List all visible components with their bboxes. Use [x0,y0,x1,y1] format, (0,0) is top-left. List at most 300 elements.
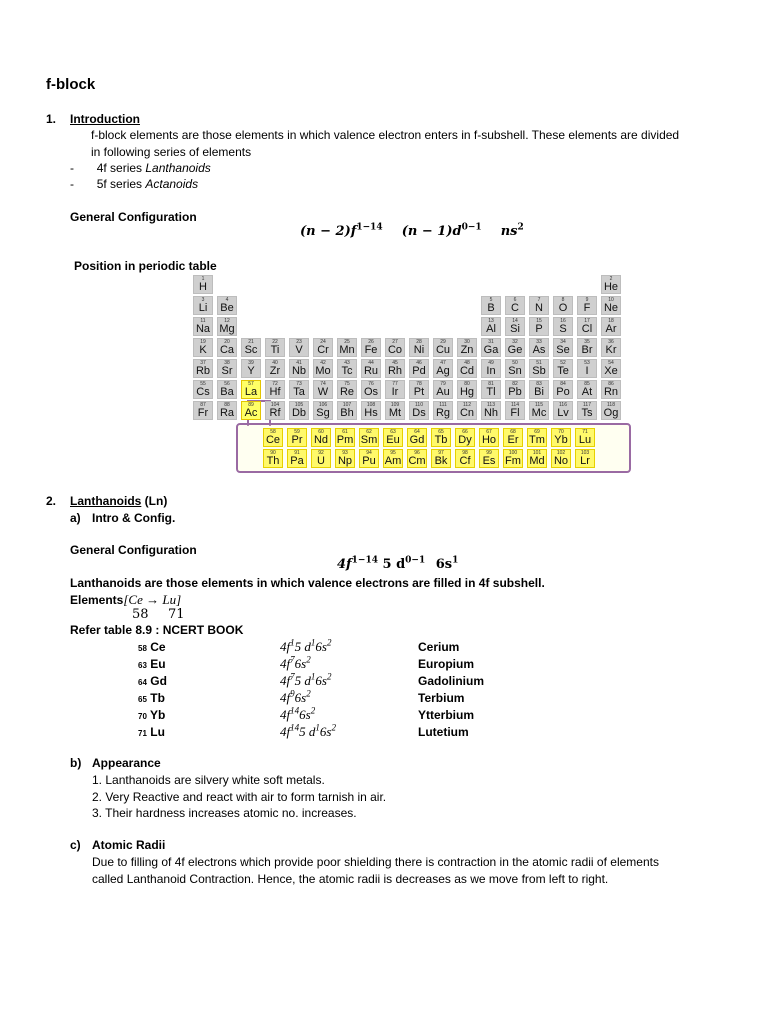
config-row-configuration: $4f^{14}5$ $d^16s^2$ [280,722,336,739]
element-th [263,449,283,468]
atomic-number: 112 [463,402,471,408]
atomic-number: 46 [416,360,422,366]
atomic-number: 87 [200,402,206,408]
element-symbol: Ne [603,302,619,314]
element-symbol: Po [556,386,570,398]
dash: - [70,161,74,175]
element-symbol: P [535,323,543,335]
element-be [217,296,237,315]
atomic-number: 16 [560,318,566,324]
atomic-number: 41 [296,360,302,366]
element-ac [241,401,261,420]
element-symbol: Gd [146,674,167,688]
element-symbol: Ca [219,344,235,356]
element-symbol: Pd [412,365,426,377]
atomic-number: 19 [200,339,206,345]
element-symbol: Br [581,344,593,356]
ln-general-configuration-label: General Configuration [70,543,197,557]
element-ar [601,317,621,336]
element-co [385,338,405,357]
element-symbol: Al [486,323,496,335]
element-symbol: Co [387,344,403,356]
config-row-configuration: $4f^15$ $d^16s^2$ [280,637,332,654]
config-row-element [138,657,166,671]
atomic-number: 117 [583,402,591,408]
series-text: 5f series [96,177,146,191]
subsection-b-label: b) [70,756,82,770]
element-fl [505,401,525,420]
element-symbol: Mo [315,365,331,377]
atomic-number: 40 [272,360,278,366]
element-xe [601,359,621,378]
atomic-number: 77 [392,381,398,387]
element-symbol: Rg [435,407,451,419]
atomic-number: 45 [392,360,398,366]
element-tc [337,359,357,378]
element-symbol: Cn [459,407,475,419]
element-lu [575,428,595,447]
atomic-number: 38 [224,360,230,366]
atomic-number: 25 [344,339,350,345]
atomic-number: 35 [584,339,590,345]
element-symbol: Pt [413,386,425,398]
refer-table-note: Refer table 8.9 : NCERT BOOK [70,623,244,637]
atomic-number: 71 [582,429,588,435]
element-sr [217,359,237,378]
element-symbol: Tm [529,434,545,446]
element-hs [361,401,381,420]
atomic-number: 51 [536,360,542,366]
element-symbol: Zr [269,365,281,377]
atomic-number: 32 [512,339,518,345]
element-symbol: Sn [508,365,522,377]
element-symbol: Pb [508,386,522,398]
atomic-number: 75 [344,381,350,387]
element-se [553,338,573,357]
atomic-number: 42 [320,360,326,366]
atomic-number: 55 [200,381,206,387]
atomic-number: 12 [224,318,230,324]
atomic-number: 27 [392,339,398,345]
element-ts [577,401,597,420]
atomic-number: 72 [272,381,278,387]
element-symbol: Ag [436,365,450,377]
element-symbol: Ar [605,323,617,335]
atomic-number: 110 [415,402,423,408]
element-cr [313,338,333,357]
atomic-number: 111 [439,402,447,408]
range-end-number: 71 [168,607,185,622]
element-nd [311,428,331,447]
element-lr [575,449,595,468]
element-symbol: Xe [604,365,618,377]
element-ru [361,359,381,378]
element-ta [289,380,309,399]
element-re [337,380,357,399]
element-symbol: Lu [146,725,165,739]
element-symbol: Er [507,434,519,446]
element-symbol: Rh [387,365,403,377]
element-s [553,317,573,336]
atomic-number: 58 [138,644,147,653]
atomic-number: 13 [488,318,494,324]
element-pr [287,428,307,447]
atomic-number: 68 [510,429,516,435]
atomic-number: 73 [296,381,302,387]
atomic-number: 36 [608,339,614,345]
subsection-c-label: c) [70,838,81,852]
element-symbol: Th [266,455,280,467]
element-ir [385,380,405,399]
element-symbol: Ni [413,344,425,356]
atomic-number: 22 [272,339,278,345]
appearance-point-3: 3. Their hardness increases atomic no. increases. [92,806,357,820]
element-db [289,401,309,420]
element-symbol: In [486,365,496,377]
atomic-number: 78 [416,381,422,387]
element-symbol: Bk [434,455,448,467]
element-symbol: Sr [221,365,233,377]
atomic-number: 24 [320,339,326,345]
atomic-number: 118 [607,402,615,408]
atomic-number: 3 [201,297,205,303]
element-ds [409,401,429,420]
atomic-number: 30 [464,339,470,345]
atomic-number: 102 [556,450,566,456]
element-symbol: Db [291,407,307,419]
atomic-number: 63 [138,661,147,670]
element-zr [265,359,285,378]
atomic-number: 17 [584,318,590,324]
atomic-number: 71 [138,729,147,738]
config-row-element [138,708,165,722]
element-symbol: Cs [196,386,210,398]
element-f [577,296,597,315]
element-symbol: Yb [146,708,166,722]
element-symbol: Ga [483,344,499,356]
element-symbol: Ti [270,344,280,356]
element-cs [193,380,213,399]
atomic-number: 70 [558,429,564,435]
atomic-number: 107 [342,402,352,408]
atomic-number: 70 [138,712,147,721]
element-symbol: Mg [219,323,235,335]
config-row-configuration: $4f^75$ $d^16s^2$ [280,671,332,688]
atomic-number: 63 [390,429,396,435]
atomic-number: 39 [248,360,254,366]
element-symbol: Eu [146,657,166,671]
element-md [527,449,547,468]
element-symbol: He [603,281,619,293]
element-y [241,359,261,378]
element-symbol: W [317,386,329,398]
element-symbol: Rb [195,365,211,377]
element-cf [455,449,475,468]
atomic-number: 83 [536,381,542,387]
element-o [553,296,573,315]
atomic-number: 93 [342,450,348,456]
element-ne [601,296,621,315]
atomic-number: 54 [608,360,614,366]
atomic-number: 69 [534,429,540,435]
element-symbol: Ta [293,386,305,398]
element-es [479,449,499,468]
element-bh [337,401,357,420]
atomic-number: 11 [200,318,206,324]
atomic-radii-line-2: called Lanthanoid Contraction. Hence, the atomic radii is decreases as we move from left to right. [92,872,609,886]
element-am [383,449,403,468]
atomic-number: 80 [464,381,470,387]
element-symbol: Pr [291,434,303,446]
atomic-number: 108 [366,402,376,408]
element-symbol: Nh [483,407,499,419]
atomic-number: 105 [294,402,304,408]
element-te [553,359,573,378]
atomic-number: 100 [508,450,518,456]
element-symbol: Gd [409,434,425,446]
element-li [193,296,213,315]
element-pm [335,428,355,447]
element-symbol: Cf [459,455,471,467]
element-symbol: Tb [146,691,165,705]
element-tm [527,428,547,447]
element-symbol: Mn [339,344,355,356]
atomic-number: 50 [512,360,518,366]
atomic-number: 9 [585,297,589,303]
element-hf [265,380,285,399]
atomic-number: 89 [248,402,254,408]
atomic-number: 4 [225,297,229,303]
atomic-number: 64 [414,429,420,435]
element-ag [433,359,453,378]
element-sm [359,428,379,447]
element-nh [481,401,501,420]
element-sg [313,401,333,420]
element-lv [553,401,573,420]
element-symbol: Ba [220,386,234,398]
config-row-element [138,691,165,705]
element-symbol: Mc [531,407,547,419]
element-cl [577,317,597,336]
element-n [529,296,549,315]
element-tb [431,428,451,447]
general-configuration-label: General Configuration [70,210,197,224]
element-symbol: Cd [459,365,475,377]
element-symbol: Ac [244,407,258,419]
atomic-number: 92 [318,450,324,456]
atomic-number: 116 [559,402,567,408]
atomic-number: 61 [342,429,348,435]
element-symbol: Cl [581,323,593,335]
element-symbol: Yb [554,434,568,446]
element-symbol: Tl [486,386,496,398]
element-symbol: As [532,344,546,356]
element-symbol: Ra [219,407,235,419]
element-symbol: Fl [510,407,520,419]
atomic-number: 7 [537,297,541,303]
element-ba [217,380,237,399]
element-nb [289,359,309,378]
subsection-b-title: Appearance [92,756,161,770]
atomic-number: 28 [416,339,422,345]
element-gd [407,428,427,447]
element-symbol: Eu [386,434,400,446]
atomic-number: 47 [440,360,446,366]
element-symbol: Kr [605,344,617,356]
atomic-number: 44 [368,360,374,366]
element-symbol: Ce [146,640,166,654]
element-symbol: Ts [581,407,593,419]
atomic-number: 5 [489,297,493,303]
element-symbol: N [535,302,543,314]
element-fm [503,449,523,468]
element-bk [431,449,451,468]
element-cd [457,359,477,378]
atomic-number: 53 [584,360,590,366]
element-symbol: Re [339,386,355,398]
atomic-number: 115 [535,402,543,408]
element-mt [385,401,405,420]
element-si [505,317,525,336]
dash: - [70,177,74,191]
atomic-number: 31 [488,339,494,345]
element-ra [217,401,237,420]
section-2-number: 2. [46,494,57,508]
element-symbol: Fe [364,344,378,356]
element-cm [407,449,427,468]
atomic-number: 60 [318,429,324,435]
series-item-5f [70,177,198,191]
element-symbol: O [558,302,568,314]
element-symbol: Pm [336,434,354,446]
element-symbol: S [559,323,567,335]
atomic-number: 106 [318,402,328,408]
element-ni [409,338,429,357]
element-fr [193,401,213,420]
element-symbol: La [244,386,258,398]
element-i [577,359,597,378]
element-sb [529,359,549,378]
element-symbol: Lr [580,455,590,467]
element-mg [217,317,237,336]
element-symbol: C [511,302,519,314]
element-bi [529,380,549,399]
element-au [433,380,453,399]
atomic-number: 2 [609,276,613,282]
series-text: 4f series [96,161,146,175]
atomic-number: 96 [414,450,420,456]
atomic-number: 1 [201,276,205,282]
element-in [481,359,501,378]
element-symbol: Ho [481,434,497,446]
element-os [361,380,381,399]
element-symbol: Pa [290,455,304,467]
intro-paragraph-line-2: in following series of elements [91,145,252,159]
element-symbol: Bi [534,386,544,398]
element-symbol: At [581,386,593,398]
element-symbol: Y [247,365,255,377]
element-k [193,338,213,357]
config-row-name: Cerium [418,640,460,654]
element-symbol: Tb [434,434,448,446]
appearance-point-1: 1. Lanthanoids are silvery white soft metals. [92,773,325,787]
config-row-element [138,640,166,654]
element-symbol: U [317,455,325,467]
config-row-name: Gadolinium [418,674,484,688]
element-as [529,338,549,357]
atomic-number: 88 [224,402,230,408]
atomic-number: 52 [560,360,566,366]
atomic-number: 15 [536,318,542,324]
element-symbol: Es [482,455,496,467]
element-symbol: Hg [459,386,475,398]
element-ge [505,338,525,357]
element-symbol: No [553,455,569,467]
element-symbol: Sb [532,365,546,377]
element-symbol: F [583,302,591,314]
atomic-number: 6 [513,297,517,303]
atomic-number: 64 [138,678,147,687]
element-symbol: V [295,344,303,356]
element-h [193,275,213,294]
element-eu [383,428,403,447]
general-configuration-formula: $(n - 2)f^{1-14}$ $(n - 1)d^{0-1}$ $ns^2$ [300,222,524,239]
element-b [481,296,501,315]
atomic-number: 62 [366,429,372,435]
element-dy [455,428,475,447]
atomic-number: 23 [296,339,302,345]
lanthanoid-definition: Lanthanoids are those elements in which valence electrons are filled in 4f subshell. [70,576,545,590]
atomic-number: 81 [488,381,494,387]
config-row-name: Europium [418,657,474,671]
atomic-number: 21 [248,339,254,345]
periodic-table [190,272,632,480]
atomic-number: 58 [270,429,276,435]
element-pt [409,380,429,399]
atomic-number: 98 [462,450,468,456]
element-he [601,275,621,294]
element-yb [551,428,571,447]
element-symbol: Dy [458,434,472,446]
config-row-configuration: $4f^{14}6s^2$ [280,705,316,722]
atomic-number: 37 [200,360,206,366]
atomic-number: 14 [512,318,518,324]
element-symbol: Li [198,302,208,314]
config-row-name: Ytterbium [418,708,475,722]
element-symbol: Os [363,386,379,398]
atomic-number: 85 [584,381,590,387]
atomic-number: 113 [487,402,495,408]
element-symbol: Sc [244,344,258,356]
atomic-number: 65 [438,429,444,435]
atomic-number: 33 [536,339,542,345]
atomic-number: 48 [464,360,470,366]
element-symbol: H [199,281,207,293]
element-symbol: Au [436,386,450,398]
element-symbol: Ir [391,386,399,398]
atomic-number: 94 [366,450,372,456]
element-c [505,296,525,315]
atomic-number: 57 [248,381,254,387]
element-symbol: Lu [578,434,592,446]
element-fe [361,338,381,357]
element-symbol: Zn [460,344,474,356]
element-sn [505,359,525,378]
element-pu [359,449,379,468]
atomic-number: 43 [344,360,350,366]
element-u [311,449,331,468]
element-symbol: Am [384,455,402,467]
